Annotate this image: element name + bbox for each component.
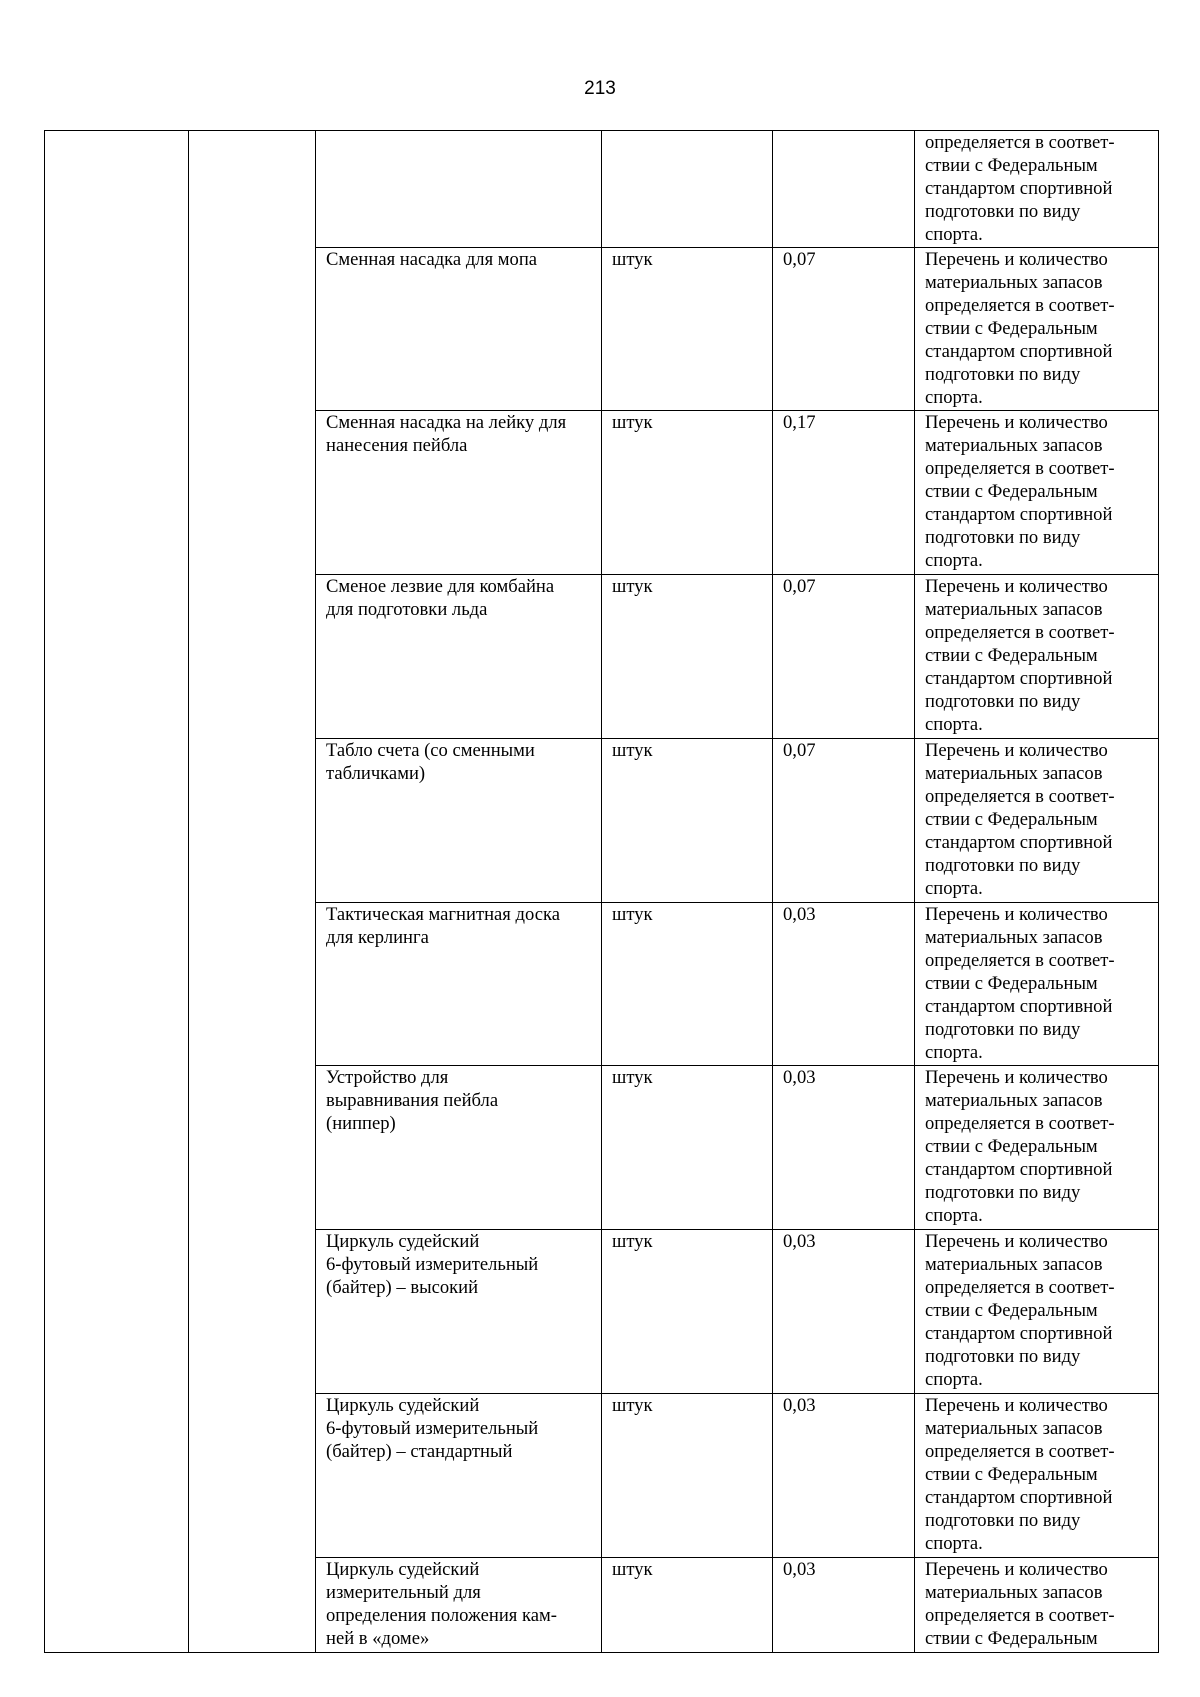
item-name: Циркуль судейский 6-футовый измерительный (байтер) – стандартный xyxy=(316,1393,602,1557)
item-unit: штук xyxy=(602,1066,773,1230)
item-unit: штук xyxy=(602,902,773,1066)
item-quantity: 0,07 xyxy=(773,738,915,902)
item-name: Тактическая магнитная доска для керлинга xyxy=(316,902,602,1066)
empty-cell xyxy=(316,131,602,248)
item-name: Циркуль судейский измерительный для определения положения кам- ней в «доме» xyxy=(316,1557,602,1652)
item-quantity: 0,03 xyxy=(773,1230,915,1394)
item-unit: штук xyxy=(602,1557,773,1652)
item-unit: штук xyxy=(602,575,773,739)
continuation-note: определяется в соответ- ствии с Федеральным стандартом спортивной подготовки по виду спорта. xyxy=(915,131,1159,248)
item-note: Перечень и количество материальных запасов определяется в соответ- ствии с Федеральным стандартом спортивной подготовки по виду спорта. xyxy=(915,902,1159,1066)
merged-cell-col1 xyxy=(45,131,189,1653)
item-note: Перечень и количество материальных запасов определяется в соответ- ствии с Федеральным стандартом спортивной подготовки по виду спорта. xyxy=(915,1066,1159,1230)
item-name: Сменная насадка на лейку для нанесения пейбла xyxy=(316,411,602,575)
item-note: Перечень и количество материальных запасов определяется в соответ- ствии с Федеральным стандартом спортивной подготовки по виду спорта. xyxy=(915,247,1159,411)
item-quantity: 0,07 xyxy=(773,575,915,739)
equipment-table xyxy=(44,130,1159,1653)
merged-cell-col2 xyxy=(189,131,316,1653)
item-quantity: 0,03 xyxy=(773,1066,915,1230)
item-quantity: 0,07 xyxy=(773,247,915,411)
item-unit: штук xyxy=(602,1393,773,1557)
item-name: Табло счета (со сменными табличками) xyxy=(316,738,602,902)
item-unit: штук xyxy=(602,247,773,411)
item-note: Перечень и количество материальных запасов определяется в соответ- ствии с Федеральным стандартом спортивной подготовки по виду спорта. xyxy=(915,1393,1159,1557)
item-note: Перечень и количество материальных запасов определяется в соответ- ствии с Федеральным xyxy=(915,1557,1159,1652)
item-unit: штук xyxy=(602,1230,773,1394)
item-name: Устройство для выравнивания пейбла (ниппер) xyxy=(316,1066,602,1230)
item-quantity: 0,03 xyxy=(773,1393,915,1557)
page-number: 213 xyxy=(584,78,616,99)
item-quantity: 0,03 xyxy=(773,902,915,1066)
item-quantity: 0,03 xyxy=(773,1557,915,1652)
item-unit: штук xyxy=(602,738,773,902)
item-unit: штук xyxy=(602,411,773,575)
item-quantity: 0,17 xyxy=(773,411,915,575)
item-name: Сменная насадка для мопа xyxy=(316,247,602,411)
item-note: Перечень и количество материальных запасов определяется в соответ- ствии с Федеральным стандартом спортивной подготовки по виду спорта. xyxy=(915,411,1159,575)
item-note: Перечень и количество материальных запасов определяется в соответ- ствии с Федеральным стандартом спортивной подготовки по виду спорта. xyxy=(915,575,1159,739)
item-name: Циркуль судейский 6-футовый измерительный (байтер) – высокий xyxy=(316,1230,602,1394)
empty-cell xyxy=(602,131,773,248)
item-note: Перечень и количество материальных запасов определяется в соответ- ствии с Федеральным стандартом спортивной подготовки по виду спорта. xyxy=(915,738,1159,902)
item-name: Сменое лезвие для комбайна для подготовки льда xyxy=(316,575,602,739)
empty-cell xyxy=(773,131,915,248)
table-row xyxy=(45,131,1159,248)
item-note: Перечень и количество материальных запасов определяется в соответ- ствии с Федеральным стандартом спортивной подготовки по виду спорта. xyxy=(915,1230,1159,1394)
